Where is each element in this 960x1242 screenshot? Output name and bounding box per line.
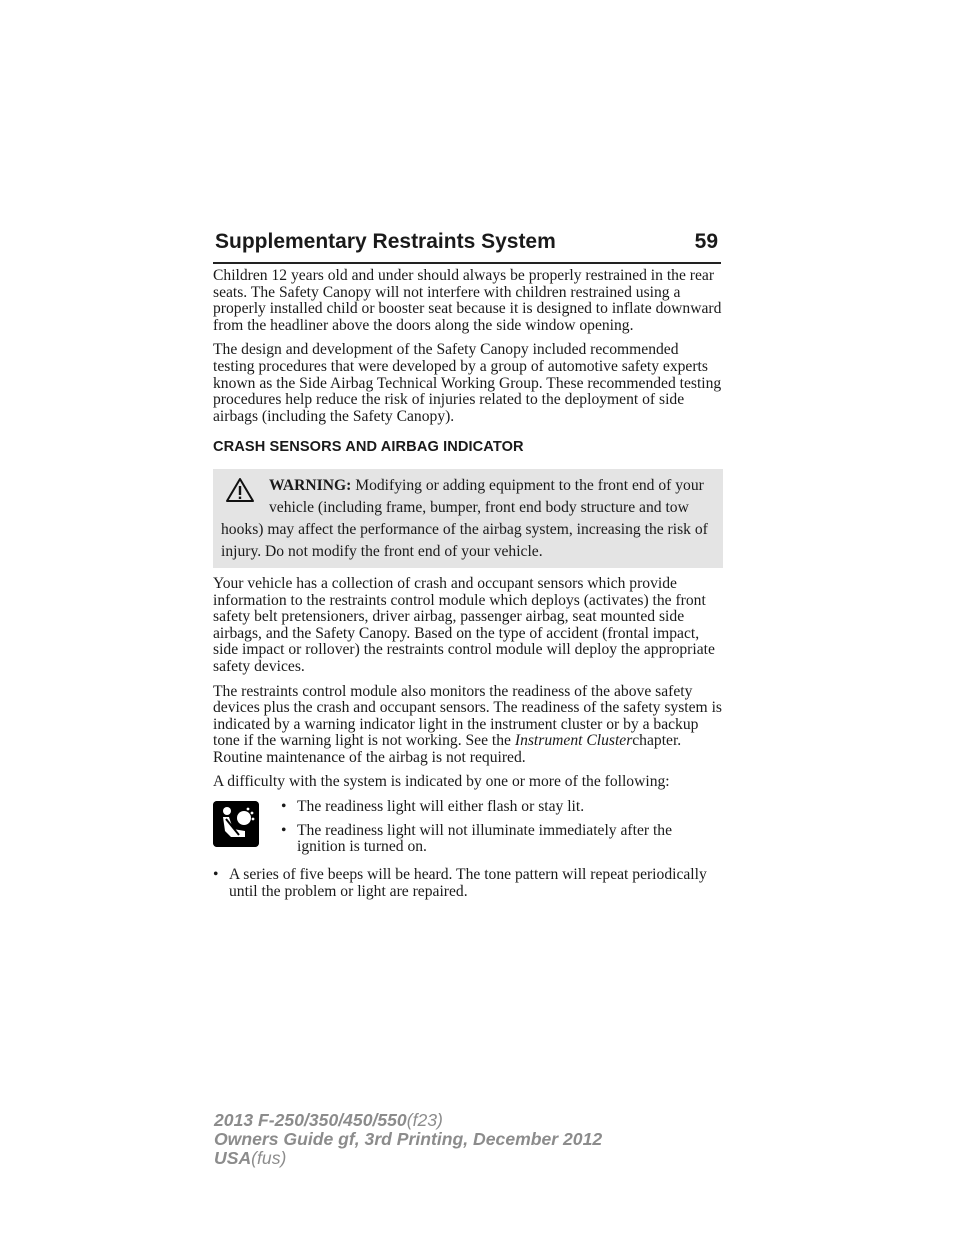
instrument-cluster-reference: Instrument Cluster bbox=[514, 732, 633, 750]
footer-line-printing: Owners Guide gf, 3rd Printing, December 2012 bbox=[214, 1129, 603, 1149]
page-header bbox=[213, 228, 721, 264]
paragraph-safety-canopy-design: The design and development of the Safety Canopy included recommended testing procedures that were developed by a group of automotive safety experts known as the Side Airbag Technical Working Group. These recommended testing procedures help reduce the risk of injuries related to the deployment of side airbags (including the Safety Canopy). bbox=[213, 341, 722, 425]
footer-line-market bbox=[214, 1149, 602, 1168]
paragraph-sensors: Your vehicle has a collection of crash and occupant sensors which provide information to the restraints control module which deploys (activates) the front safety belt pretensioners, driver airbag, passenger airbag, seat mounted side airbags, and the Safety Canopy. Based on the type of accident (frontal impact, side impact or rollover) the restraints control module will deploy the appropriate safety devices. bbox=[213, 574, 715, 675]
paragraph-difficulty: A difficulty with the system is indicated by one or more of the following: bbox=[213, 773, 670, 791]
indicator-bullets bbox=[213, 799, 723, 861]
chapter-title: Supplementary Restraints System bbox=[215, 230, 556, 253]
footer-model-code: (f23) bbox=[406, 1110, 443, 1130]
warning-triangle-icon bbox=[225, 477, 255, 503]
indicator-bullet-list bbox=[213, 799, 723, 856]
readiness-text: The restraints control module also monitors the readiness of the above safety devices plus the crash and occupant sensors. The readiness of the safety system is indicated by a warning indicator light in the instrument cluster or by a backup tone if the warning light is not working. See the bbox=[213, 682, 722, 750]
warning-box bbox=[213, 469, 723, 568]
beep-bullet-list bbox=[213, 867, 723, 900]
warning-label: WARNING: bbox=[269, 476, 352, 494]
footer-market-code: (fus) bbox=[251, 1148, 287, 1168]
page-content bbox=[213, 268, 723, 907]
list-item: • The readiness light will either flash or stay lit. bbox=[281, 799, 723, 816]
list-item: • A series of five beeps will be heard. The tone pattern will repeat periodically until the problem or light are repaired. bbox=[213, 867, 723, 900]
page-number: 59 bbox=[694, 230, 718, 253]
warning-text: Modifying or adding equipment to the front end of your vehicle (including frame, bumper, front end body structure and tow hooks) may affect the performance of the airbag system, increasing the risk of injury. Do not modify the front end of your vehicle. bbox=[221, 476, 708, 560]
paragraph-children-restraint: Children 12 years old and under should always be properly restrained in the rear seats. The Safety Canopy will not interfere with children restrained using a properly installed child or booster seat because it is designed to inflate downward from the headliner above the doors along the side window opening. bbox=[213, 267, 722, 334]
footer-line-model bbox=[214, 1111, 602, 1130]
list-item: • The readiness light will not illuminate immediately after the ignition is turned on. bbox=[281, 823, 723, 856]
airbag-indicator-icon bbox=[213, 801, 259, 847]
footer-market: USA bbox=[214, 1148, 252, 1168]
readiness-text-end: chapter. Routine maintenance of the airbag is not required. bbox=[213, 732, 682, 766]
section-heading: CRASH SENSORS AND AIRBAG INDICATOR bbox=[213, 439, 524, 456]
footer-model: 2013 F-250/350/450/550 bbox=[214, 1110, 407, 1130]
paragraph-readiness bbox=[213, 684, 723, 767]
page-footer bbox=[214, 1111, 602, 1168]
